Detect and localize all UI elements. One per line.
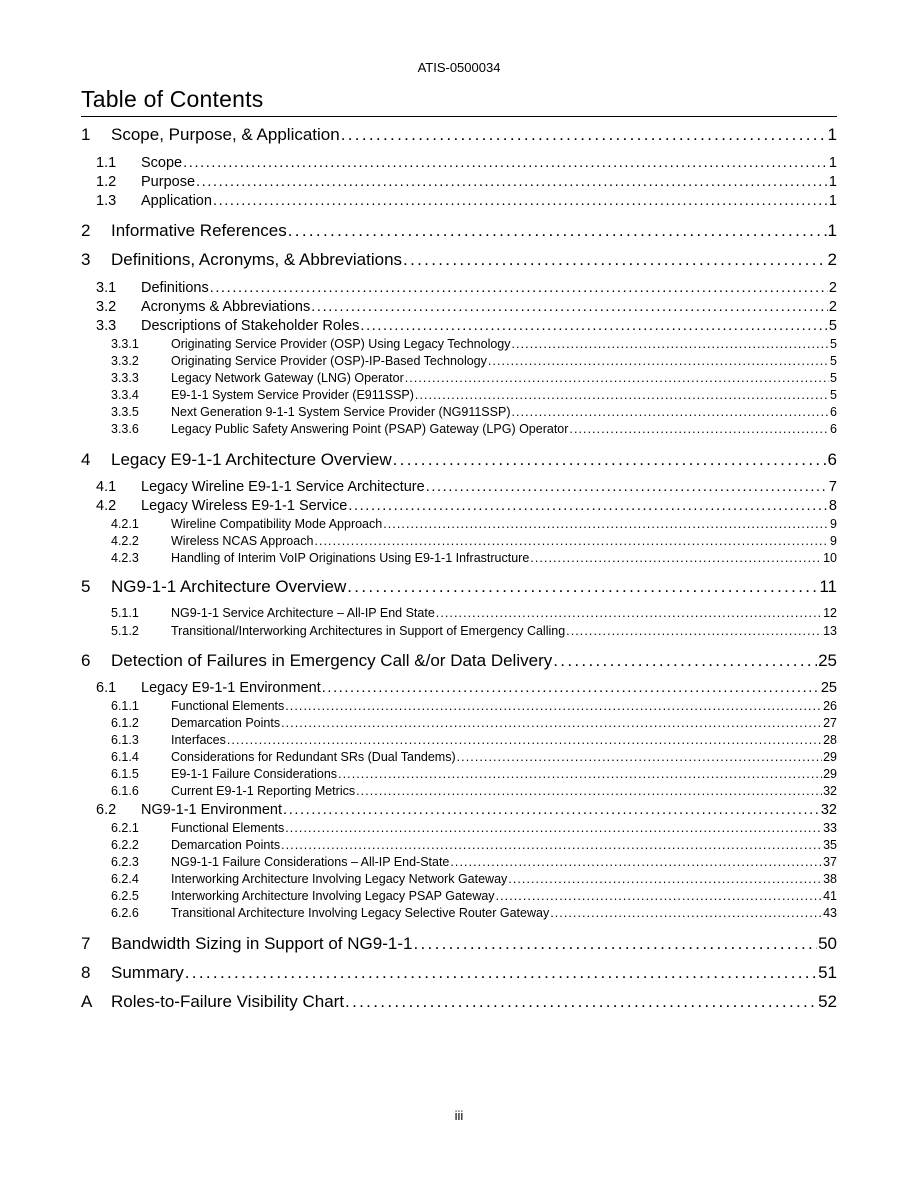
toc-page-number: 5 [830,371,837,385]
toc-leader [283,802,820,818]
toc-number: 8 [81,963,91,982]
toc-page-number: 1 [828,174,837,190]
toc-text: Summary [111,963,184,982]
title-divider [81,116,837,117]
toc-entry[interactable] [81,450,837,470]
toc-entry[interactable] [81,280,837,296]
toc-number: A [81,992,93,1011]
toc-page-number: 2 [827,250,837,269]
toc-entry[interactable] [81,551,837,565]
toc-entry[interactable] [81,699,837,713]
toc-text: Originating Service Provider (OSP)-IP-Based Technology [171,354,487,368]
toc-text: Interworking Architecture Involving Legacy Network Gateway [171,872,508,886]
toc-entry[interactable] [81,193,837,209]
toc-entry[interactable] [81,577,837,597]
toc-entry[interactable] [81,174,837,190]
toc-page-number: 35 [823,838,837,852]
toc-text: Handling of Interim VoIP Originations Using E9-1-1 Infrastructure [171,551,530,565]
toc-entry[interactable] [81,750,837,764]
toc-page-number: 37 [823,855,837,869]
toc-entry[interactable] [81,405,837,419]
toc-text: Legacy Wireline E9-1-1 Service Architecture [141,479,425,495]
toc-entry[interactable] [81,934,837,954]
toc-text: E9-1-1 System Service Provider (E911SSP) [171,388,414,402]
toc-text: Current E9-1-1 Reporting Metrics [171,784,356,798]
toc-page-number: 26 [823,699,837,713]
document-id-header: ATIS-0500034 [417,60,501,75]
toc-text: Wireline Compatibility Mode Approach [171,517,383,531]
toc-number: 6 [81,651,91,670]
toc-number: 6.2.2 [111,838,139,852]
toc-text: Detection of Failures in Emergency Call &/or Data Delivery [111,651,553,670]
toc-leader [360,318,828,334]
toc-leader [196,174,828,190]
toc-page-number: 1 [827,125,837,144]
toc-text: NG9-1-1 Service Architecture – All-IP End State [171,606,435,620]
toc-number: 6.1.1 [111,699,139,713]
toc-entry[interactable] [81,534,837,548]
toc-page-number: 27 [823,716,837,730]
toc-leader [210,280,828,296]
toc-text: E9-1-1 Failure Considerations [171,767,338,781]
toc-leader [347,577,818,597]
toc-number: 3 [81,250,91,269]
toc-page-number: 1 [828,155,837,171]
toc-page-number: 51 [818,963,837,982]
toc-text: Legacy E9-1-1 Architecture Overview [111,450,392,469]
toc-text: Transitional Architecture Involving Legacy Selective Router Gateway [171,906,550,920]
toc-leader [285,821,822,835]
toc-page-number: 32 [820,802,837,818]
toc-text: Scope [141,155,183,171]
toc-number: 6.2.5 [111,889,139,903]
toc-entry[interactable] [81,479,837,495]
toc-entry[interactable] [81,992,837,1012]
toc-leader [281,838,822,852]
toc-number: 6.1.5 [111,767,139,781]
toc-text: Bandwidth Sizing in Support of NG9-1-1 [111,934,413,953]
toc-text: Interworking Architecture Involving Legacy PSAP Gateway [171,889,495,903]
toc-entry[interactable] [81,733,837,747]
toc-entry[interactable] [81,498,837,514]
toc-number: 3.3.2 [111,354,139,368]
toc-leader [322,680,820,696]
toc-page-number: 2 [828,280,837,296]
toc-entry[interactable] [81,517,837,531]
toc-text: Demarcation Points [171,716,281,730]
toc-page-number: 33 [823,821,837,835]
toc-page-number: 25 [818,651,837,670]
toc-number: 6.1.3 [111,733,139,747]
toc-entry[interactable] [81,716,837,730]
toc-text: Legacy Wireless E9-1-1 Service [141,498,348,514]
toc-number: 1.3 [96,193,117,209]
toc-number: 1.2 [96,174,117,190]
toc-entry[interactable] [81,299,837,315]
toc-text: NG9-1-1 Architecture Overview [111,577,347,596]
toc-number: 3.3.4 [111,388,139,402]
toc-leader [213,193,828,209]
toc-number: 6.2 [96,802,117,818]
toc-page-number: 9 [830,534,837,548]
toc-page-number: 28 [823,733,837,747]
toc-page-number: 5 [830,388,837,402]
toc-leader [383,517,829,531]
toc-text: Acronyms & Abbreviations [141,299,311,315]
toc-entry[interactable] [81,125,837,145]
toc-page-number: 2 [828,299,837,315]
toc-leader [550,906,822,920]
toc-number: 3.3.3 [111,371,139,385]
toc-page-number: 41 [823,889,837,903]
toc-number: 3.2 [96,299,117,315]
toc-text: Functional Elements [171,821,285,835]
toc-page-number: 25 [820,680,837,696]
toc-entry[interactable] [81,821,837,835]
toc-page-number: 50 [818,934,837,953]
toc-entry[interactable] [81,354,837,368]
toc-entry[interactable] [81,855,837,869]
toc-page-number: 1 [828,193,837,209]
toc-text: Legacy Network Gateway (LNG) Operator [171,371,404,385]
toc-entry[interactable] [81,802,837,818]
toc-text: NG9-1-1 Environment [141,802,283,818]
toc-text: Interfaces [171,733,226,747]
toc-leader [512,337,830,351]
toc-entry[interactable] [81,371,837,385]
toc-entry[interactable] [81,889,837,903]
toc-number: 3.3.1 [111,337,139,351]
toc-number: 6.2.3 [111,855,139,869]
toc-number: 4.2.2 [111,534,139,548]
toc-leader [348,498,828,514]
toc-entry[interactable] [81,250,837,270]
toc-text: Functional Elements [171,699,285,713]
toc-leader [566,624,822,638]
toc-leader [405,371,829,385]
toc-text: Wireless NCAS Approach [171,534,314,548]
toc-entry[interactable] [81,221,837,241]
toc-number: 6.1.2 [111,716,139,730]
toc-leader [281,716,822,730]
toc-text: Scope, Purpose, & Application [111,125,340,144]
toc-entry[interactable] [81,388,837,402]
toc-page-number: 10 [823,551,837,565]
toc-leader [338,767,822,781]
toc-entry[interactable] [81,784,837,798]
toc-number: 6.2.6 [111,906,139,920]
toc-page-number: 13 [823,624,837,638]
toc-number: 6.2.1 [111,821,139,835]
toc-leader [496,889,823,903]
toc-leader [311,299,828,315]
toc-text: Purpose [141,174,196,190]
toc-leader [553,651,817,671]
toc-number: 6.2.4 [111,872,139,886]
toc-text: Legacy E9-1-1 Environment [141,680,321,696]
toc-number: 4.2.1 [111,517,139,531]
toc-leader [569,422,829,436]
toc-text: Originating Service Provider (OSP) Using Legacy Technology [171,337,511,351]
toc-text: Considerations for Redundant SRs (Dual Tandems) [171,750,456,764]
toc-entry[interactable] [81,838,837,852]
toc-page-number: 5 [828,318,837,334]
toc-leader [488,354,829,368]
toc-page-number: 32 [823,784,837,798]
toc-page-number: 1 [827,221,837,240]
toc-number: 3.3.6 [111,422,139,436]
toc-entry[interactable] [81,651,837,671]
toc-page-number: 11 [819,577,837,596]
toc-page-number: 8 [828,498,837,514]
toc-entry[interactable] [81,155,837,171]
toc-leader [511,405,829,419]
toc-text: NG9-1-1 Failure Considerations – All-IP End-State [171,855,450,869]
toc-page-number: 9 [830,517,837,531]
toc-page-number: 5 [830,337,837,351]
toc-number: 7 [81,934,91,953]
toc-text: Application [141,193,212,209]
toc-entry[interactable] [81,872,837,886]
toc-text: Next Generation 9-1-1 System Service Provider (NG911SSP) [171,405,511,419]
toc-number: 4.2.3 [111,551,139,565]
toc-number: 3.3 [96,318,117,334]
toc-entry[interactable] [81,422,837,436]
toc-text: Informative References [111,221,287,240]
toc-number: 2 [81,221,91,240]
toc-leader [185,963,817,983]
toc-page-number: 6 [830,422,837,436]
toc-number: 1.1 [96,155,117,171]
toc-page-number: 52 [818,992,837,1011]
toc-leader [341,125,827,145]
toc-text: Demarcation Points [171,838,281,852]
toc-page-number: 29 [823,767,837,781]
toc-number: 4.1 [96,479,117,495]
toc-number: 3.1 [96,280,117,296]
toc-number: 5 [81,577,91,596]
toc-number: 5.1.1 [111,606,139,620]
toc-entry[interactable] [81,318,837,334]
toc-number: 6.1 [96,680,117,696]
toc-text: Legacy Public Safety Answering Point (PSAP) Gateway (LPG) Operator [171,422,569,436]
toc-number: 3.3.5 [111,405,139,419]
toc-page-number: 7 [828,479,837,495]
toc-leader [508,872,822,886]
toc-text: Definitions, Acronyms, & Abbreviations [111,250,403,269]
toc-leader [426,479,828,495]
toc-entry[interactable] [81,624,837,638]
toc-text: Transitional/Interworking Architectures in Support of Emergency Calling [171,624,566,638]
toc-leader [415,388,829,402]
toc-leader [393,450,827,470]
toc-entry[interactable] [81,337,837,351]
toc-page-number: 6 [827,450,837,469]
toc-page-number: 38 [823,872,837,886]
toc-leader [413,934,817,954]
toc-text: Descriptions of Stakeholder Roles [141,318,360,334]
toc-number: 4 [81,450,91,469]
toc-leader [403,250,827,270]
toc-text: Definitions [141,280,209,296]
page-title: Table of Contents [81,86,264,112]
toc-number: 4.2 [96,498,117,514]
toc-leader [345,992,817,1012]
toc-number: 6.1.4 [111,750,139,764]
toc-page-number: 43 [823,906,837,920]
toc-page-number: 5 [830,354,837,368]
page-number-footer: iii [454,1108,464,1123]
toc-leader [227,733,822,747]
toc-page-number: 12 [823,606,837,620]
toc-leader [314,534,829,548]
toc-entry[interactable] [81,906,837,920]
toc-leader [530,551,822,565]
toc-leader [450,855,822,869]
toc-leader [288,221,827,241]
toc-leader [436,606,822,620]
toc-leader [183,155,828,171]
toc-entry[interactable] [81,767,837,781]
toc-entry[interactable] [81,963,837,983]
toc-page-number: 29 [823,750,837,764]
toc-entry[interactable] [81,680,837,696]
toc-number: 5.1.2 [111,624,139,638]
toc-page-number: 6 [830,405,837,419]
toc-leader [356,784,822,798]
toc-number: 1 [81,125,91,144]
toc-number: 6.1.6 [111,784,139,798]
toc-text: Roles-to-Failure Visibility Chart [111,992,345,1011]
toc-leader [457,750,822,764]
toc-leader [285,699,822,713]
toc-entry[interactable] [81,606,837,620]
